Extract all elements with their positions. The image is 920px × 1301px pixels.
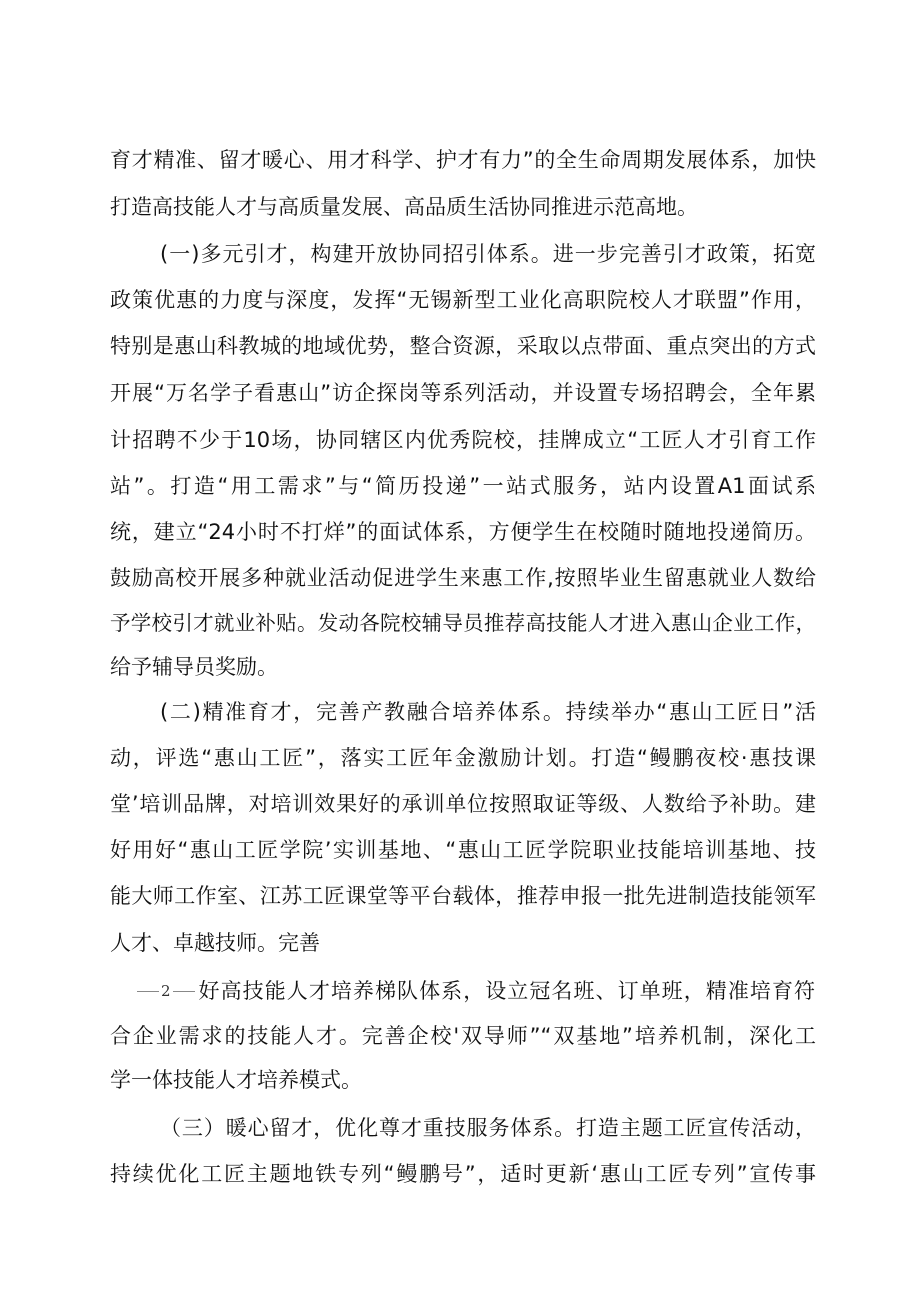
paragraph-line: 站”。打造“用工需求”与“简历投递”一站式服务，站内设置A1面试系 [110,474,816,498]
paragraph-line: 予学校引才就业补贴。发动各院校辅导员推荐高技能人才进入惠山企业工作， [110,611,816,635]
paragraph-line: 鼓励高校开展多种就业活动促进学生来惠工作,按照毕业生留惠就业人数给 [110,566,816,590]
paragraph-line: 能大师工作室、江苏工匠课堂等平台载体，推荐申报一批先进制造技能领军 [110,884,816,908]
section-heading-line: (一)多元引才，构建开放协同招引体系。进一步完善引才政策，拓宽 [160,242,816,266]
paragraph-line: 开展“万名学子看惠山”访企探岗等系列活动，并设置专场招聘会，全年累 [110,381,816,405]
paragraph-line: 计招聘不少于10场，协同辖区内优秀院校，挂牌成立“工匠人才引育工作 [110,428,816,452]
page-number: 2 [161,982,171,1000]
paragraph-line: 好高技能人才培养梯队体系，设立冠名班、订单班，精准培育符 [198,979,815,1003]
page-number-dash-right [173,991,195,992]
paragraph-line: 特别是惠山科教城的地域优势，整合资源，采取以点带面、重点突出的方式 [110,334,816,358]
page-number-dash-left [137,991,159,992]
section-heading-line: (二)精准育才，完善产教融合培养体系。持续举办“惠山工匠日”活 [160,700,816,724]
paragraph-line: 合企业需求的技能人才。完善企校'双导师”“双基地”培养机制，深化工 [110,1024,816,1048]
page-number-line [135,976,815,1006]
paragraph-line: 好用好“惠山工匠学院’实训基地、“惠山工匠学院职业技能培训基地、技 [110,838,816,862]
paragraph-line: 育才精准、留才暖心、用才科学、护才有力”的全生命周期发展体系，加快 [110,148,816,172]
paragraph-line: 堂’培训品牌，对培训效果好的承训单位按照取证等级、人数给予补助。建 [110,792,816,816]
paragraph-line: 给予辅导员奖励。 [110,655,278,679]
paragraph-line: 统，建立“24小时不打烊”的面试体系，方便学生在校随时随地投递简历。 [110,520,816,544]
paragraph-line: 学一体技能人才培养模式。 [110,1068,362,1092]
paragraph-line: 政策优惠的力度与深度，发挥“无锡新型工业化高职院校人才联盟”作用， [110,288,816,312]
paragraph-line: 打造高技能人才与高质量发展、高品质生活协同推进示范高地。 [110,195,698,219]
paragraph-line: 动，评选“惠山工匠”，落实工匠年金激励计划。打造“鳗鹏夜校·惠技课 [110,746,816,770]
paragraph-line: 人才、卓越技师。完善 [110,931,320,955]
paragraph-line: 持续优化工匠主题地铁专列“鳗鹏号”，适时更新‘惠山工匠专列”宣传事 [110,1162,816,1186]
section-heading-line: （三）暖心留才，优化尊才重技服务体系。打造主题工匠宣传活动， [160,1116,816,1140]
